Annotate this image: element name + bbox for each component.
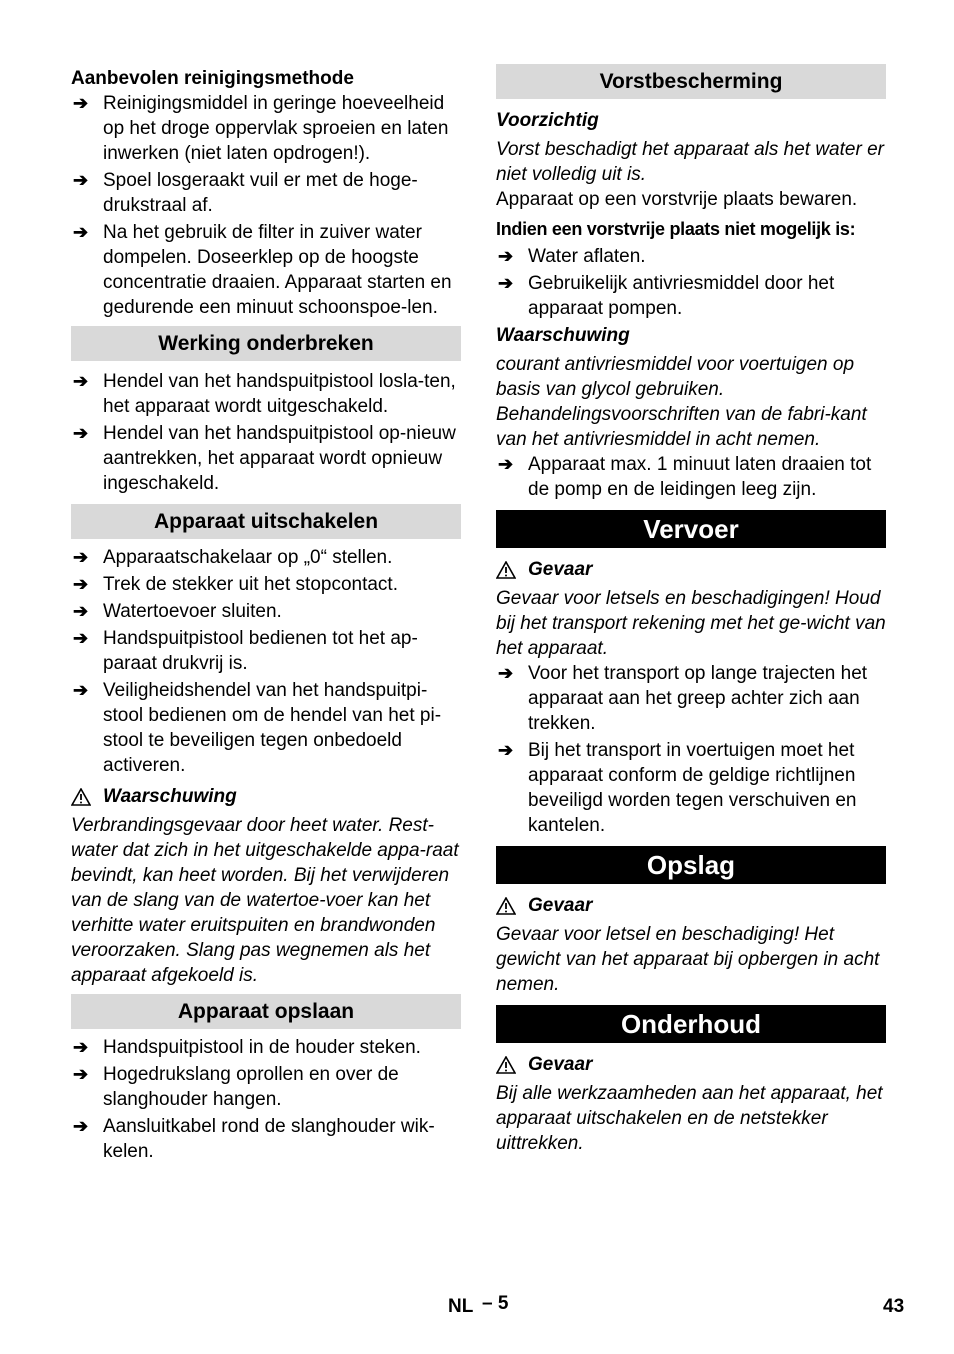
right-column <box>496 64 886 1156</box>
arrow-right-icon: ➔ <box>73 423 89 443</box>
method-list <box>71 91 461 320</box>
list-item-text: Aansluitkabel rond de slanghouder wik-kelen. <box>103 1116 435 1162</box>
frost-warning-text: courant antivriesmiddel voor voertuigen op basis van glycol gebruiken. Behandelingsvoorschriften van de fabri-kant van het antivriesmiddel in acht nemen. <box>496 354 867 450</box>
store-heading: Apparaat opslaan <box>71 994 461 1029</box>
storage-danger-text: Gevaar voor letsel en beschadiging! Het gewicht van het apparaat bij opbergen in acht nemen. <box>496 924 880 995</box>
list-item <box>71 626 461 676</box>
storage-danger-label: Gevaar <box>528 895 593 916</box>
storage-danger-heading <box>496 893 886 918</box>
page-number: 43 <box>883 1296 905 1317</box>
warning-text: Verbrandingsgevaar door heet water. Rest-water dat zich in het uitgeschakelde appa-raat bevindt, kan heet worden. Bij het verwijderen van de slang van de watertoe-voer kan het verhitte water eruitspuiten en brandwonden veroorzaken. Slang pas wegnemen als het apparaat afgekoeld is. <box>71 815 459 986</box>
footer-section: – 5 <box>482 1293 509 1314</box>
arrow-right-icon: ➔ <box>73 222 89 242</box>
maintenance-danger-heading <box>496 1052 886 1077</box>
list-item-text: Handspuitpistool bedienen tot het ap-paraat drukvrij is. <box>103 628 418 674</box>
arrow-right-icon: ➔ <box>73 1064 89 1084</box>
arrow-right-icon: ➔ <box>73 601 89 621</box>
frost-paragraph: Apparaat op een vorstvrije plaats bewaren. <box>496 189 858 210</box>
storage-heading: Opslag <box>496 846 886 884</box>
arrow-right-icon: ➔ <box>498 246 514 266</box>
list-item <box>71 220 461 320</box>
interrupt-list <box>71 369 461 496</box>
list-item-text: Apparaat max. 1 minuut laten draaien tot de pomp en de leidingen leeg zijn. <box>528 454 872 500</box>
list-item-text: Water aflaten. <box>528 246 646 267</box>
warning-triangle-icon <box>496 1056 516 1074</box>
arrow-right-icon: ➔ <box>498 273 514 293</box>
frost-heading: Vorstbescherming <box>496 64 886 99</box>
list-item-text: Voor het transport op lange trajecten het apparaat aan het greep achter zich aan trekken. <box>528 663 868 734</box>
transport-danger-heading <box>496 557 886 582</box>
arrow-right-icon: ➔ <box>498 740 514 760</box>
list-item-text: Gebruikelijk antivriesmiddel door het apparaat pompen. <box>528 273 835 319</box>
list-item <box>496 738 886 838</box>
list-item <box>71 572 461 597</box>
warning-label: Waarschuwing <box>103 786 237 807</box>
list-item-text: Spoel losgeraakt vuil er met de hoge-drukstraal af. <box>103 170 418 216</box>
list-item-text: Reinigingsmiddel in geringe hoeveelheid op het droge oppervlak sproeien en laten inwerken (niet laten opdrogen!). <box>103 93 449 164</box>
list-item <box>71 1035 461 1060</box>
caution-text: Vorst beschadigt het apparaat als het water er niet volledig uit is. <box>496 139 884 185</box>
transport-danger-text: Gevaar voor letsels en beschadigingen! Houd bij het transport rekening met het ge-wicht van het apparaat. <box>496 588 886 659</box>
transport-heading: Vervoer <box>496 510 886 548</box>
maintenance-danger-label: Gevaar <box>528 1054 593 1075</box>
arrow-right-icon: ➔ <box>73 93 89 113</box>
list-item <box>71 369 461 419</box>
arrow-right-icon: ➔ <box>498 663 514 683</box>
arrow-right-icon: ➔ <box>73 1037 89 1057</box>
list-item <box>71 599 461 624</box>
transport-list <box>496 661 886 838</box>
frost-subheading: Indien een vorstvrije plaats niet mogelijk is: <box>496 219 856 239</box>
list-item <box>496 244 886 269</box>
list-item-text: Bij het transport in voertuigen moet het apparaat conform de geldige richtlijnen beveiligd worden tegen verschuiven en kantelen. <box>528 740 857 836</box>
warning-triangle-icon <box>496 897 516 915</box>
footer-lang: NL <box>448 1296 474 1317</box>
list-item-text: Hogedrukslang oprollen en over de slanghouder hangen. <box>103 1064 399 1110</box>
frost-list <box>496 244 886 321</box>
list-item <box>496 661 886 736</box>
store-list <box>71 1035 461 1164</box>
frost-list-2 <box>496 452 886 502</box>
arrow-right-icon: ➔ <box>498 454 514 474</box>
interrupt-heading: Werking onderbreken <box>71 326 461 361</box>
switchoff-list <box>71 545 461 778</box>
list-item-text: Apparaatschakelaar op „0“ stellen. <box>103 547 393 568</box>
list-item <box>71 1114 461 1164</box>
list-item <box>71 1062 461 1112</box>
warning-triangle-icon <box>496 561 516 579</box>
list-item-text: Veiligheidshendel van het handspuitpi-stool bedienen om de hendel van het pi-stool te beveiligen tegen onbedoeld activeren. <box>103 680 442 776</box>
list-item <box>71 421 461 496</box>
maintenance-danger-text: Bij alle werkzaamheden aan het apparaat, het apparaat uitschakelen en de netstekker uittrekken. <box>496 1083 883 1154</box>
list-item-text: Watertoevoer sluiten. <box>103 601 282 622</box>
arrow-right-icon: ➔ <box>73 628 89 648</box>
arrow-right-icon: ➔ <box>73 574 89 594</box>
list-item <box>496 271 886 321</box>
list-item-text: Handspuitpistool in de houder steken. <box>103 1037 421 1058</box>
warning-heading <box>71 784 461 809</box>
arrow-right-icon: ➔ <box>73 170 89 190</box>
arrow-right-icon: ➔ <box>73 547 89 567</box>
method-heading: Aanbevolen reinigingsmethode <box>71 68 354 89</box>
list-item <box>71 168 461 218</box>
list-item <box>71 545 461 570</box>
list-item-text: Trek de stekker uit het stopcontact. <box>103 574 398 595</box>
arrow-right-icon: ➔ <box>73 1116 89 1136</box>
arrow-right-icon: ➔ <box>73 680 89 700</box>
caution-label: Voorzichtig <box>496 110 599 131</box>
list-item <box>71 91 461 166</box>
list-item-text: Hendel van het handspuitpistool op-nieuw aantrekken, het apparaat wordt opnieuw ingeschakeld. <box>103 423 456 494</box>
left-column <box>71 64 461 1166</box>
warning-triangle-icon <box>71 788 91 806</box>
frost-warning-label: Waarschuwing <box>496 325 630 346</box>
transport-danger-label: Gevaar <box>528 559 593 580</box>
list-item <box>71 678 461 778</box>
list-item <box>496 452 886 502</box>
maintenance-heading: Onderhoud <box>496 1005 886 1043</box>
arrow-right-icon: ➔ <box>73 371 89 391</box>
list-item-text: Hendel van het handspuitpistool losla-ten, het apparaat wordt uitgeschakeld. <box>103 371 456 417</box>
switchoff-heading: Apparaat uitschakelen <box>71 504 461 539</box>
list-item-text: Na het gebruik de filter in zuiver water dompelen. Doseerklep op de hoogste concentratie draaien. Apparaat starten en gedurende een minuut schoonspoe-len. <box>103 222 452 318</box>
